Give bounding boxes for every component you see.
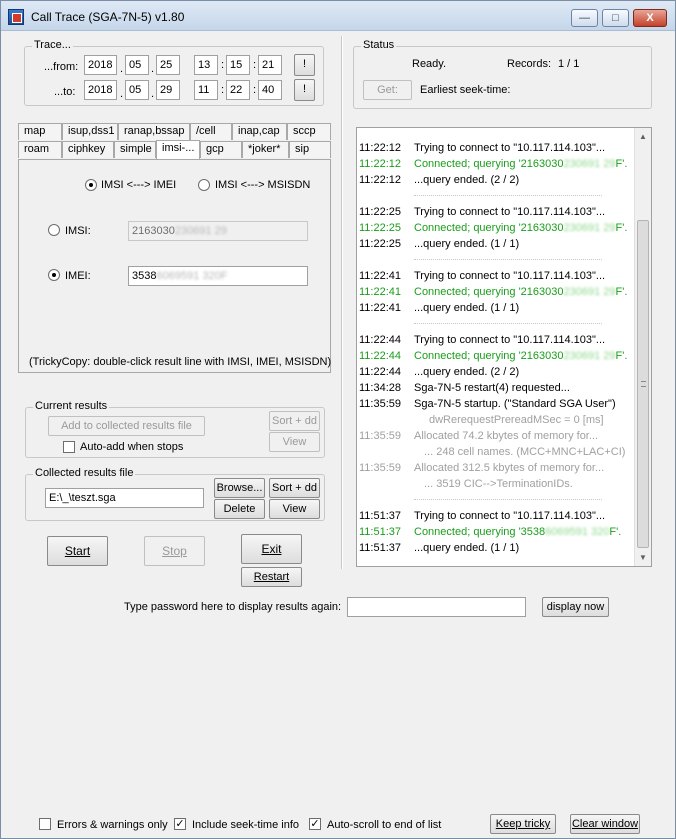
start-label: Start	[64, 544, 91, 558]
from-minute-field[interactable]: 15	[226, 55, 250, 75]
from-label: ...from:	[44, 61, 79, 73]
log-time: 11:22:25	[359, 238, 402, 250]
pane-divider	[341, 36, 343, 569]
log-message-tail: F'.	[609, 526, 622, 538]
log-time: 11:22:44	[359, 334, 402, 346]
log-message	[414, 380, 570, 396]
radio-imsi-msisdn-label[interactable]: IMSI <---> MSISDN	[215, 179, 311, 191]
from-day-field[interactable]: 25	[156, 55, 180, 75]
log-time: 11:22:44	[359, 350, 402, 362]
log-message	[414, 204, 605, 220]
log-message-tail: F'.	[615, 158, 628, 170]
clear-window-button[interactable]	[570, 814, 640, 834]
display-now-button[interactable]: display now	[542, 597, 609, 617]
scroll-down-icon[interactable]: ▼	[639, 553, 647, 562]
log-message-text: Trying to connect to "10.117.114.103"...	[414, 142, 606, 154]
log-message-text: Sga-7N-5 restart(4) requested...	[414, 382, 570, 394]
tab-map[interactable]: map	[18, 123, 62, 140]
imsi-field[interactable]	[128, 221, 308, 241]
log-time: 11:51:37	[359, 542, 402, 554]
from-colon-1: :	[221, 59, 225, 71]
stop-label: Stop	[162, 544, 187, 558]
log-message-text: Allocated 312.5 kbytes of memory for...	[414, 462, 605, 474]
app-icon	[8, 9, 24, 25]
status-legend: Status	[363, 39, 395, 51]
add-to-collected-button[interactable]: Add to collected results file	[48, 416, 205, 436]
log-message	[414, 156, 627, 172]
log-message-text: Trying to connect to "10.117.114.103"...	[414, 206, 606, 218]
collected-sort-button[interactable]: Sort + dd	[269, 478, 320, 498]
current-sort-button[interactable]: Sort + dd	[269, 411, 320, 431]
from-colon-2: :	[253, 59, 257, 71]
log-message-text: ... 248 cell names. (MCC+MNC+LAC+CI)	[424, 446, 626, 458]
log-time: 11:34:28	[359, 382, 402, 394]
log-separator	[414, 499, 602, 500]
keep-tricky-button[interactable]	[490, 814, 556, 834]
radio-imsi-imei[interactable]	[85, 179, 97, 191]
tab-simple[interactable]: simple	[114, 141, 156, 158]
close-button[interactable]: X	[633, 9, 667, 27]
get-button[interactable]: Get:	[363, 80, 412, 100]
from-year-field[interactable]: 2018	[84, 55, 117, 75]
log-message-hidden: 230691 29	[563, 286, 616, 298]
log-message	[424, 444, 625, 460]
collected-path-field[interactable]: E:\_\teszt.sga	[45, 488, 204, 508]
scroll-up-icon[interactable]: ▲	[639, 132, 647, 141]
imsi-prefix: 2163030	[132, 225, 175, 237]
log-separator	[414, 259, 602, 260]
autoscroll-checkbox[interactable]: ✓	[310, 818, 320, 830]
imei-hidden: 6069591 320F	[156, 270, 228, 282]
title-bar[interactable]	[1, 1, 675, 31]
log-message-tail: F'.	[615, 350, 628, 362]
log-time: 11:22:12	[359, 142, 402, 154]
records-value: 1 / 1	[558, 58, 580, 70]
log-message-text: Trying to connect to "10.117.114.103"...	[414, 510, 606, 522]
seek-time-checkbox[interactable]: ✓	[175, 818, 185, 830]
scroll-grip-icon	[641, 381, 646, 387]
tab-imsi[interactable]: imsi-...	[156, 140, 200, 159]
radio-imsi-msisdn[interactable]	[198, 179, 210, 191]
to-second-field[interactable]: 40	[258, 80, 282, 100]
radio-imei[interactable]	[48, 269, 60, 281]
imei-prefix: 3538	[132, 270, 157, 282]
log-message-text: Connected; querying '2163030	[414, 222, 564, 234]
from-dot-2: .	[151, 63, 155, 75]
log-time: 11:22:12	[359, 158, 402, 170]
password-label: Type password here to display results again:	[124, 601, 342, 613]
scroll-thumb[interactable]	[637, 220, 649, 548]
log-message-text: Connected; querying '2163030	[414, 350, 564, 362]
log-time: 11:22:25	[359, 206, 402, 218]
tricky-copy-hint: (TrickyCopy: double-click result line with IMSI, IMEI, MSISDN)	[29, 356, 332, 368]
to-day-field[interactable]: 29	[156, 80, 180, 100]
log-message	[414, 172, 519, 188]
tab-sccp[interactable]: sccp	[287, 123, 331, 140]
from-month-field[interactable]: 05	[125, 55, 149, 75]
log-message-text: ...query ended. (1 / 1)	[414, 238, 520, 250]
trace-legend: Trace...	[34, 39, 71, 51]
keep-tricky-label: Keep tricky	[495, 818, 551, 830]
log-message	[414, 300, 519, 316]
restart-button[interactable]	[241, 567, 302, 587]
log-message-hidden: 230691 29	[563, 350, 616, 362]
status-state: Ready.	[412, 58, 447, 70]
autoscroll-label[interactable]: Auto-scroll to end of list	[327, 819, 442, 831]
to-dot-2: .	[151, 88, 155, 100]
log-message-text: Trying to connect to "10.117.114.103"...	[414, 270, 606, 282]
delete-button[interactable]: Delete	[214, 499, 265, 519]
log-message-text: Allocated 74.2 kbytes of memory for...	[414, 430, 599, 442]
log-message-tail: F'.	[615, 222, 628, 234]
from-hour-field[interactable]: 13	[194, 55, 218, 75]
radio-imsi-imei-label[interactable]: IMSI <---> IMEI	[101, 179, 177, 191]
password-field[interactable]	[347, 597, 526, 617]
current-view-button[interactable]: View	[269, 432, 320, 452]
tab-sip[interactable]: sip	[289, 141, 331, 158]
log-message-text: Connected; querying '3538	[414, 526, 546, 538]
to-hour-field[interactable]: 11	[194, 80, 218, 100]
log-message	[414, 140, 605, 156]
log-message	[414, 396, 616, 412]
to-colon-1: :	[221, 84, 225, 96]
to-label: ...to:	[54, 86, 76, 98]
earliest-seek-label: Earliest seek-time:	[420, 84, 511, 96]
log-time: 11:51:37	[359, 510, 402, 522]
seek-time-label[interactable]: Include seek-time info	[192, 819, 299, 831]
log-message	[414, 524, 621, 540]
log-time: 11:51:37	[359, 526, 402, 538]
log-time: 11:22:41	[359, 270, 402, 282]
log-message	[414, 268, 605, 284]
log-message	[414, 348, 627, 364]
to-month-field[interactable]: 05	[125, 80, 149, 100]
trace-log-list[interactable]	[356, 127, 652, 567]
tab-roam[interactable]: roam	[18, 141, 62, 158]
log-message	[414, 460, 604, 476]
log-time: 11:22:41	[359, 302, 402, 314]
log-separator	[414, 195, 602, 196]
log-message	[414, 364, 519, 380]
stop-button[interactable]	[144, 536, 205, 566]
imei-field[interactable]	[128, 266, 308, 286]
log-message	[414, 236, 519, 252]
to-dot-1: .	[120, 88, 124, 100]
to-colon-2: :	[253, 84, 257, 96]
window-title: Call Trace (SGA-7N-5) v1.80	[31, 10, 185, 24]
log-message	[414, 428, 598, 444]
radio-imsi[interactable]	[48, 224, 60, 236]
log-message-text: Connected; querying '2163030	[414, 286, 564, 298]
minimize-button[interactable]: —	[571, 9, 598, 27]
records-label: Records:	[507, 58, 552, 70]
log-time: 11:35:59	[359, 398, 402, 410]
log-message-text: ...query ended. (2 / 2)	[414, 174, 520, 186]
tab-joker[interactable]: *joker*	[242, 141, 289, 158]
log-message	[429, 412, 604, 428]
tab-inap-cap[interactable]: inap,cap	[232, 123, 287, 140]
log-message	[414, 332, 605, 348]
log-message-tail: F'.	[615, 286, 628, 298]
log-time: 11:22:44	[359, 366, 402, 378]
browse-button[interactable]: Browse...	[214, 478, 265, 498]
log-message-text: ...query ended. (1 / 1)	[414, 302, 520, 314]
tab-gcp[interactable]: gcp	[200, 141, 242, 158]
to-minute-field[interactable]: 22	[226, 80, 250, 100]
log-message-text: Sga-7N-5 startup. ("Standard SGA User")	[414, 398, 616, 410]
exit-button[interactable]	[241, 534, 302, 564]
to-year-field[interactable]: 2018	[84, 80, 117, 100]
log-message-text: Trying to connect to "10.117.114.103"...	[414, 334, 606, 346]
log-time: 11:35:59	[359, 462, 402, 474]
exit-label: Exit	[261, 542, 282, 556]
log-time: 11:22:41	[359, 286, 402, 298]
errors-only-checkbox[interactable]	[39, 818, 51, 830]
log-time: 11:22:12	[359, 174, 402, 186]
collected-view-button[interactable]: View	[269, 499, 320, 519]
log-message-text: ... 3519 CIC-->TerminationIDs.	[424, 478, 573, 490]
from-dot-1: .	[120, 63, 124, 75]
log-time: 11:22:25	[359, 222, 402, 234]
auto-add-checkbox[interactable]	[63, 441, 75, 453]
tab-cell[interactable]: /cell	[190, 123, 232, 140]
tab-ranap-bssap[interactable]: ranap,bssap	[118, 123, 190, 140]
log-message-text: ...query ended. (2 / 2)	[414, 366, 520, 378]
log-message-text: Connected; querying '2163030	[414, 158, 564, 170]
log-message-hidden: 6069591 320	[545, 526, 610, 538]
log-message	[414, 284, 627, 300]
log-message	[414, 508, 605, 524]
log-separator	[414, 323, 602, 324]
maximize-button[interactable]: □	[602, 9, 629, 27]
clear-window-label: Clear window	[571, 818, 639, 830]
log-message	[414, 540, 519, 556]
imei-label: IMEI:	[65, 270, 91, 282]
log-message-text: ...query ended. (1 / 1)	[414, 542, 520, 554]
restart-label: Restart	[253, 571, 290, 583]
imsi-hidden: 230691 29	[174, 225, 227, 237]
tab-isup-dss1[interactable]: isup,dss1	[62, 123, 118, 140]
log-message-hidden: 230691 29	[563, 222, 616, 234]
imsi-label: IMSI:	[65, 225, 91, 237]
auto-add-label[interactable]: Auto-add when stops	[80, 441, 184, 453]
log-scrollbar[interactable]	[634, 128, 651, 566]
start-button[interactable]	[47, 536, 108, 566]
log-message	[414, 220, 627, 236]
log-message-hidden: 230691 29	[563, 158, 616, 170]
errors-only-label[interactable]: Errors & warnings only	[57, 819, 168, 831]
current-results-legend: Current results	[35, 400, 108, 412]
from-second-field[interactable]: 21	[258, 55, 282, 75]
log-message-text: dwRerequestPrereadMSec = 0 [ms]	[429, 414, 604, 426]
log-time: 11:35:59	[359, 430, 402, 442]
to-now-button[interactable]: !	[294, 79, 315, 101]
tab-ciphkey[interactable]: ciphkey	[62, 141, 114, 158]
collected-file-legend: Collected results file	[35, 467, 134, 479]
from-now-button[interactable]: !	[294, 54, 315, 76]
log-message	[424, 476, 573, 492]
